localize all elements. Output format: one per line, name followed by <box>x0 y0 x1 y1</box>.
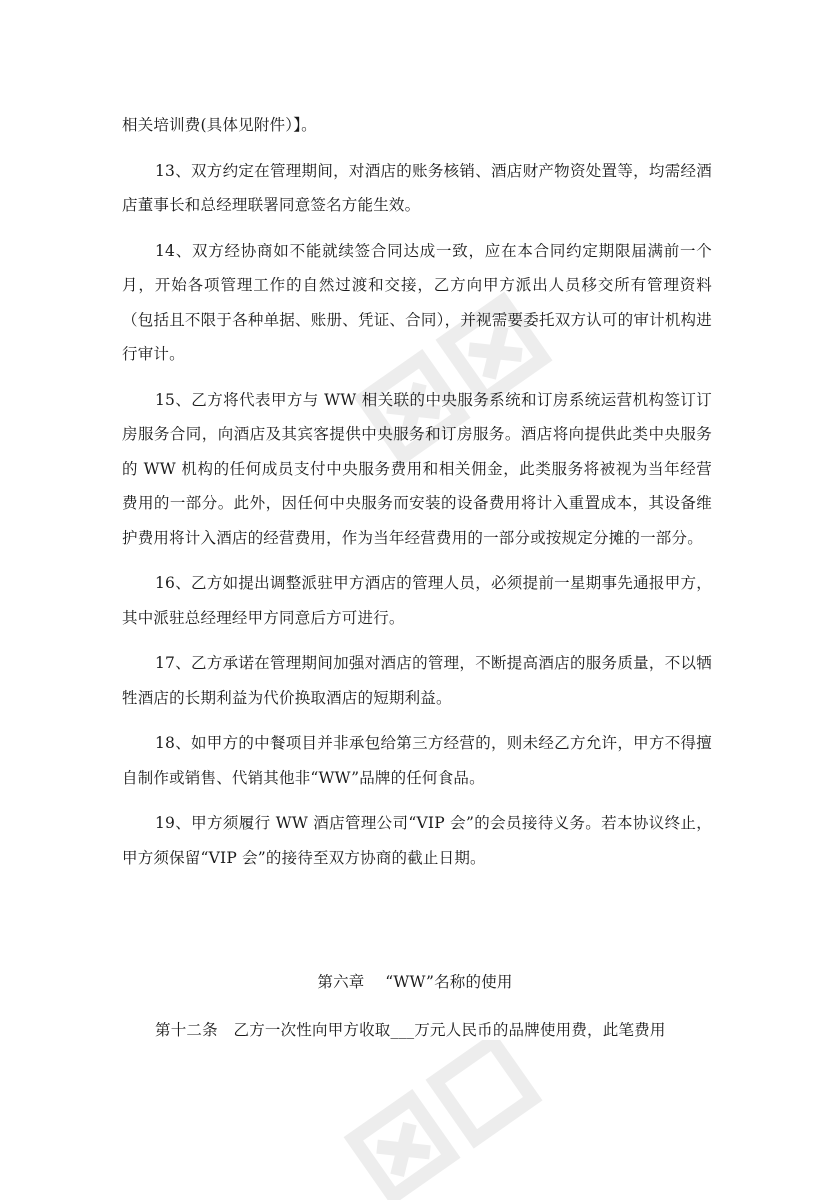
watermark-icon <box>320 1040 580 1200</box>
body-text <box>122 108 712 886</box>
chapter-title: 第六章 “WW”名称的使用 <box>317 973 513 991</box>
clause-13: 13、双方约定在管理期间，对酒店的账务核销、酒店财产物资处置等，均需经酒店董事长和总经理联署同意签名方能生效。 <box>122 161 712 214</box>
article-12: 第十二条 乙方一次性向甲方收取___万元人民币的品牌使用费，此笔费用 <box>155 1021 666 1039</box>
clause-19: 19、甲方须履行 WW 酒店管理公司“VIP 会”的会员接待义务。若本协议终止，甲方须保留“VIP 会”的接待至双方协商的截止日期。 <box>122 814 712 867</box>
clause-14: 14、双方经协商如不能就续签合同达成一致，应在本合同约定期限届满前一个月，开始各项管理工作的自然过渡和交接，乙方向甲方派出人员移交所有管理资料（包括且不限于各种单据、账册、凭证、合同），并视需要委托双方认可的审计机构进行审计。 <box>122 241 712 363</box>
clause-15: 15、乙方将代表甲方与 WW 相关联的中央服务系统和订房系统运营机构签订订房服务合同，向酒店及其宾客提供中央服务和订房服务。酒店将向提供此类中央服务的 WW 机构的任何成员支付中央服务费用和相关佣金，此类服务将被视为当年经营费用的一部分。此外，因任何中央服务而安装的设备费用将计入重置成本，其设备维护费用将计入酒店的经营费用，作为当年经营费用的一部分或按规定分摊的一部分。 <box>122 390 712 547</box>
clause-18: 18、如甲方的中餐项目并非承包给第三方经营的，则未经乙方允许，甲方不得擅自制作或销售、代销其他非“WW”品牌的任何食品。 <box>122 734 712 787</box>
clause-17: 17、乙方承诺在管理期间加强对酒店的管理，不断提高酒店的服务质量，不以牺牲酒店的长期利益为代价换取酒店的短期利益。 <box>122 654 712 707</box>
lead-line: 相关培训费(具体见附件）】。 <box>122 116 317 134</box>
clause-16: 16、乙方如提出调整派驻甲方酒店的管理人员，必须提前一星期事先通报甲方，其中派驻总经理经甲方同意后方可进行。 <box>122 574 712 627</box>
